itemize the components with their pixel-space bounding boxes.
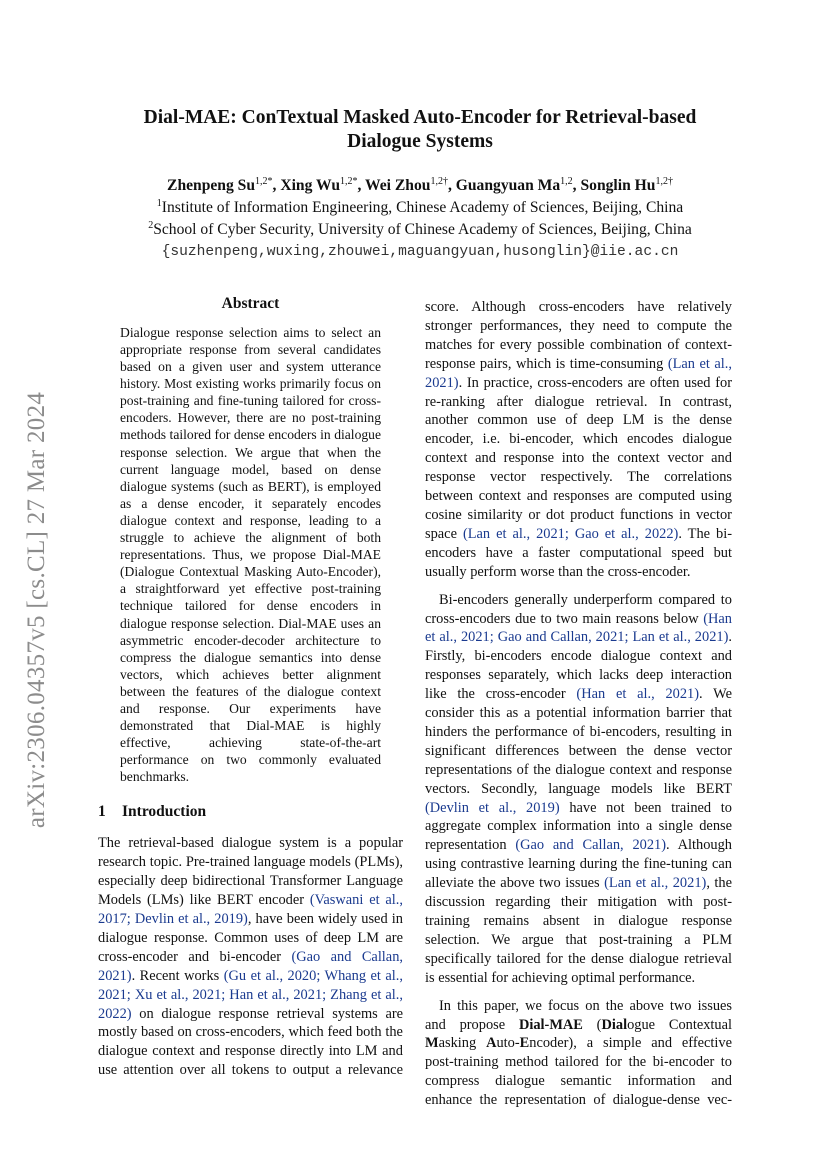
author-list: Zhenpeng $Su^{1,2*}$, Xing $Wu^{1,2*}$, Wei Zhou$^{1,2\dagger}$, Guangyuan Ma$^{1,2}$, Songlin $Hu^{1,2\dagger}$ [167,176,673,194]
citation-link[interactable]: et [370,986,382,1003]
left-column [98,295,403,1080]
citation-link[interactable]: (Lan [462,525,491,542]
citation-link[interactable]: al., [271,986,290,1003]
title-line-2: Dialogue Systems [347,131,493,152]
bold-term: E [519,1035,530,1052]
bold-term: Dial [601,1016,628,1033]
citation-link[interactable]: al., [512,525,531,542]
affiliation-2: $^2$School of Cyber Security, University of Chinese Academy of Sciences, Beijing, China [148,220,692,238]
citation-link[interactable]: al., [265,967,284,984]
citation-link[interactable]: (Lan [667,355,695,372]
citation-link[interactable]: (Han et al., 2021; Gao and Callan, 2021; Lan et al., 2021) [425,610,732,646]
citation-link[interactable]: et [699,355,710,372]
author-name: Zhenpeng $Su^{1,2*}$ [167,176,273,194]
citation-link[interactable]: Callan, [361,948,403,965]
author-name: Guangyuan Ma$^{1,2}$ [455,176,573,194]
citation-link[interactable]: 2017; [98,910,131,927]
bold-term: A [486,1035,497,1052]
author-name: Songlin $Hu^{1,2\dagger}$ [580,176,673,194]
citation-link[interactable] [351,949,361,965]
author-emails: {suzhenpeng,wuxing,zhouwei,maguangyuan,husonglin}@iie.ac.cn [161,244,679,260]
citation-link[interactable]: et [257,986,268,1003]
citation-link[interactable]: (Han et al., 2021) [576,686,700,703]
right-column [425,298,732,1110]
paper-title [120,106,720,154]
citation-link[interactable]: et [178,910,189,927]
citation-link[interactable]: 2021; [536,525,569,542]
citation-link[interactable]: et [369,892,380,909]
citation-link[interactable]: et [496,525,507,542]
citation-link[interactable]: (Devlin et al., 2019) [425,799,560,816]
citation-link[interactable]: et [156,986,167,1003]
citation-link[interactable]: 2022) [644,525,679,542]
citation-link[interactable]: Gao [574,525,599,542]
citation-link[interactable]: 2021; [192,986,226,1003]
abstract-heading: Abstract [221,295,280,312]
citation-link[interactable]: (Gao [291,948,321,965]
citation-link[interactable]: (Gao and Callan, 2021) [515,837,667,854]
citation-link[interactable]: 2019) [214,910,248,927]
citation-link[interactable]: and [330,948,352,965]
citation-link[interactable]: Han [229,986,254,1003]
citation-link[interactable]: al., [385,892,403,909]
citation-link[interactable]: Zhang [330,986,367,1003]
author-name: Xing $Wu^{1,2*}$ [280,176,358,194]
intro-paragraph-1: The retrieval-based dialogue system is a popular research topic. Pre-trained language models (PLMs), especially deep bidirectional Transformer Language Models (LMs) like BERT encoder (Vaswani et al., 2017; Devlin et al., 2019), have been widely used in dialogue response. Common uses of deep LM are cross-encoder and bi-encoder (Gao and Callan, 2021). Recent works (Gu et al., 2020; Whang et al., 2021; Xu et al., 2021; Han et al., 2021; Zhang et al., 2022) on dialogue response retrieval systems are mostly based on cross-encoders, which feed both the dialogue context and response directly into LM and use attention over all tokens to output a relevance [98,835,404,1079]
abstract-body: Dialogue response selection aims to select an appropriate response from several candidates based on a given user and system utterance history. Most existing works primarily focus on post-training and fine-tuning tailored for cross-encoders. However, there are no post-training methods tailored for dense encoders in dialogue response selection. We argue that when the current language model, based on dense dialogue systems (such as BERT), is employed as a dense encoder, it separately encodes dialogue context and response, leading to a struggle to achieve the alignment of both representations. Thus, we propose Dial-MAE (Dialogue Contextual Masking Auto-Encoder), a straightforward yet effective post-training technique tailored for dense encoders in dialogue response selection. Dial-MAE uses an asymmetric encoder-decoder architecture to compress the dialogue semantics into dense vectors, which achieves better alignment between the features of the dialogue context and response. Our experiments have demonstrated that Dial-MAE is highly effective, achieving state-of-the-art performance on two commonly evaluated benchmarks. [120,324,381,785]
citation-link[interactable]: Devlin [134,910,175,927]
citation-link[interactable]: 2022) [98,1005,132,1022]
citation-link[interactable]: 2020; [287,967,321,984]
citation-link[interactable]: 2021) [425,374,459,391]
intro-paragraph-1-continued: score. Although cross-encoders have relatively stronger performances, they need to compute the matches for every possible combination of context-response pairs, which is time-consuming (Lan et al., 2021). In practice, cross-encoders are often used for re-ranking after dialogue retrieval. In contrast, another common use of deep LM is the dense encoder, i.e. bi-encoder, which encodes dialogue context and response into the context vector and response vector respectively. The correlations between context and responses are computed using cosine similarity or dot product functions in vector space (Lan et al., 2021; Gao et al., 2022). The bi-encoders have a faster computational speed but usually perform worse than the cross-encoder. [425,299,733,580]
citation-link[interactable]: 2021; [293,986,327,1003]
bold-term: Dial-MAE [518,1016,583,1033]
citation-link[interactable]: al., [170,986,189,1003]
citation-link[interactable]: 2021) [98,967,132,984]
intro-paragraph-3: In this paper, we focus on the above two issues and propose Dial-MAE (Dialogue Contextual Masking Auto-Encoder), a simple and effective post-training method tailored for the bi-encoder to compress dialogue semantic information and enhance the representation of dialogue-dense vec- [425,997,732,1109]
author-name: Wei Zhou$^{1,2\dagger}$ [365,176,448,194]
citation-link[interactable] [320,949,330,965]
citation-link[interactable]: al., [714,355,733,372]
citation-link[interactable]: (Lan et al., 2021) [604,875,707,892]
intro-paragraph-2: Bi-encoders generally underperform compared to cross-encoders due to two main reasons below (Han et al., 2021; Gao and Callan, 2021; Lan et al., 2021). Firstly, bi-encoders encode dialogue context and responses separately, which lacks deep interaction like the cross-encoder (Han et al., 2021). We consider this as a potential information barrier that hinders the performance of bi-encoders, resulting in significant differences between the dense vector representations of the dialogue context and response vectors. Secondly, language models like BERT (Devlin et al., 2019) have not been trained to aggregate complex information into a single dense representation (Gao and Callan, 2021). Although using contrastive learning during the fine-tuning can alleviate the above two issues (Lan et al., 2021), the discussion regarding their mitigation with post-training remains absent in dialogue response selection. We argue that post-training a PLM specifically tailored for the dense dialogue retrieval is essential for achieving optimal performance. [425,591,733,986]
title-line-1: Dial-MAE: ConTextual Masked Auto-Encoder for Retrieval-based [143,107,697,128]
bold-term: M [425,1035,439,1052]
citation-link[interactable]: et [604,525,616,542]
citation-link[interactable]: et [250,967,261,984]
arxiv-identifier: arXiv:2306.04357v5 [cs.CL] 27 Mar 2024 [23,391,50,829]
citation-link[interactable]: al., [621,525,639,542]
author-block [80,175,760,263]
citation-link[interactable]: al., [385,967,403,984]
affiliation-1: $^1$Institute of Information Engineering, Chinese Academy of Sciences, Beijing, China [156,198,684,216]
citation-link[interactable]: et [370,967,381,984]
citation-link[interactable]: al., [385,986,403,1003]
citation-link[interactable]: (Vaswani [309,892,364,909]
citation-link[interactable]: al., [192,910,211,927]
citation-link[interactable]: (Gu [223,967,247,984]
section-heading-introduction: 1 Introduction [98,803,207,821]
citation-link[interactable]: Xu [134,986,153,1003]
citation-link[interactable]: 2021; [98,986,131,1003]
citation-link[interactable]: Whang [324,967,367,984]
